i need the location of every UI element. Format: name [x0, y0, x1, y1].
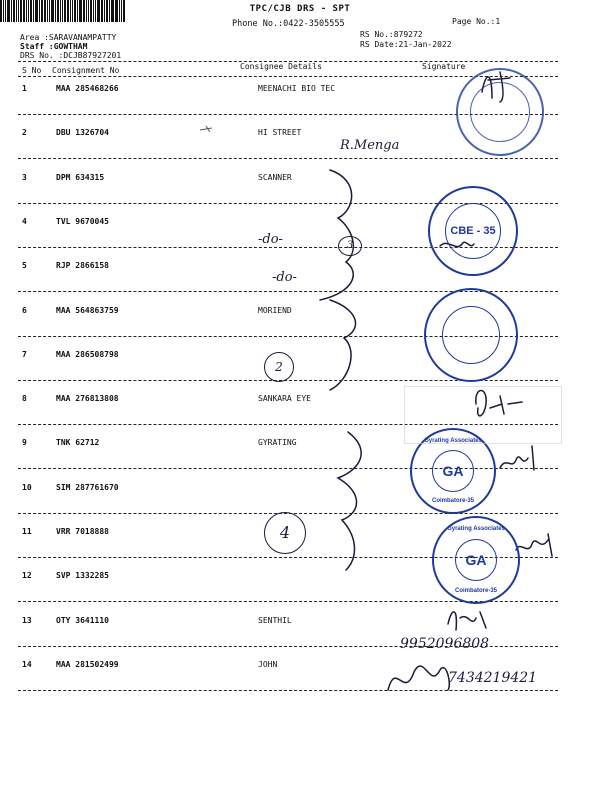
signature-row-14 — [388, 666, 449, 690]
stamp-gyrating-1-bottom: Coimbatore-35 — [431, 498, 474, 504]
row-consignee: JOHN — [258, 659, 278, 669]
row-consignment: SIM 287761670 — [56, 482, 119, 492]
row-consignment: RJP 2866158 — [56, 261, 109, 271]
handwritten-ditto-1: -do- — [258, 232, 283, 247]
stamp-gyrating-2 — [432, 516, 520, 604]
stamp-scanner-text: CBE - 35 — [445, 203, 501, 259]
row-consignment: MAA 276813808 — [56, 394, 119, 404]
row-consignee: SANKARA EYE — [258, 394, 311, 404]
row-serial: 2 — [22, 128, 27, 138]
drs-number: DRS No. :DCJB87927201 — [20, 51, 122, 60]
row-consignment: DBU 1326704 — [56, 128, 109, 138]
row-serial: 10 — [22, 482, 32, 492]
signature-row-12 — [516, 534, 552, 556]
row-consignment: MAA 286508798 — [56, 349, 119, 359]
brace-group-3 — [338, 432, 361, 570]
row-consignee: GYRATING — [258, 438, 297, 448]
row-serial: 9 — [22, 438, 27, 448]
column-consignment: Consignment No — [52, 66, 120, 75]
stamp-scanner — [428, 186, 518, 276]
row-serial: 1 — [22, 84, 27, 93]
row-serial: 6 — [22, 305, 27, 315]
row-consignment: SVP 1332285 — [56, 571, 109, 581]
row-serial: 4 — [22, 216, 27, 226]
circled-number-2: 2 — [264, 352, 294, 382]
column-consignee: Consignee Details — [240, 62, 322, 71]
row-consignee: SCANNER — [258, 172, 292, 182]
row-consignment: DPM 634315 — [56, 172, 105, 182]
row-consignment: OTY 3641110 — [56, 615, 109, 625]
handwritten-ditto-2: -do- — [272, 270, 297, 285]
row-serial: 12 — [22, 571, 32, 581]
stamp-gyrating-2-top: Gyrating Associates — [447, 526, 505, 532]
handwritten-phone-1: 9952096808 — [400, 636, 490, 652]
faint-stamp-box — [404, 386, 562, 444]
row-serial: 3 — [22, 172, 27, 182]
stamp-moriend — [424, 288, 518, 382]
row-serial: 8 — [22, 394, 27, 404]
stamp-gyrating-1-mid: GA — [432, 450, 474, 492]
row-consignment: VRR 7018888 — [56, 527, 109, 536]
stamp-gyrating-1-top: Gyrating Associates — [424, 438, 482, 444]
signature-row-13 — [448, 612, 486, 630]
brace-group-1 — [320, 170, 353, 300]
row-consignee: SENTHIL — [258, 615, 292, 625]
row-serial: 11 — [22, 527, 32, 536]
page-number: Page No.:1 — [452, 17, 501, 26]
row-serial: 5 — [22, 261, 27, 271]
area-label: Area :SARAVANAMPATTY — [20, 33, 117, 42]
handwritten-name: R.Menga — [340, 138, 400, 153]
row-serial: 7 — [22, 349, 27, 359]
row-consignee: MEENACHI BIO TEC — [258, 84, 336, 93]
stamp-gyrating-2-bottom: Coimbatore-35 — [454, 588, 497, 594]
row-serial: 14 — [22, 659, 32, 669]
row-consignment: MAA 285468266 — [56, 84, 119, 93]
phone-number: Phone No.:0422-3505555 — [232, 19, 345, 29]
rs-number: RS No.:879272 — [360, 30, 423, 39]
rs-date: RS Date:21-Jan-2022 — [360, 40, 452, 49]
row-consignment: TVL 9670045 — [56, 216, 109, 226]
small-mark — [200, 126, 212, 132]
row-consignment: MAA 281502499 — [56, 659, 119, 669]
signature-row-9 — [500, 446, 534, 470]
circled-number-3: 3 — [338, 236, 362, 256]
column-sno: S No — [22, 66, 42, 75]
row-consignment: TNK 62712 — [56, 438, 100, 448]
column-signature: Signature — [422, 62, 466, 71]
row-consignment: MAA 564863759 — [56, 305, 119, 315]
stamp-meenachi — [456, 68, 544, 156]
row-consignee: MORIEND — [258, 305, 292, 315]
document-title: TPC/CJB DRS - SPT — [249, 4, 351, 14]
row-consignee: HI STREET — [258, 128, 302, 138]
handwritten-phone-2: 7434219421 — [448, 670, 538, 686]
staff-label: Staff :GOWTHAM — [20, 42, 88, 51]
brace-group-2 — [330, 300, 356, 390]
circled-number-4: 4 — [264, 512, 306, 554]
row-serial: 13 — [22, 615, 32, 625]
stamp-gyrating-2-mid: GA — [455, 539, 497, 581]
